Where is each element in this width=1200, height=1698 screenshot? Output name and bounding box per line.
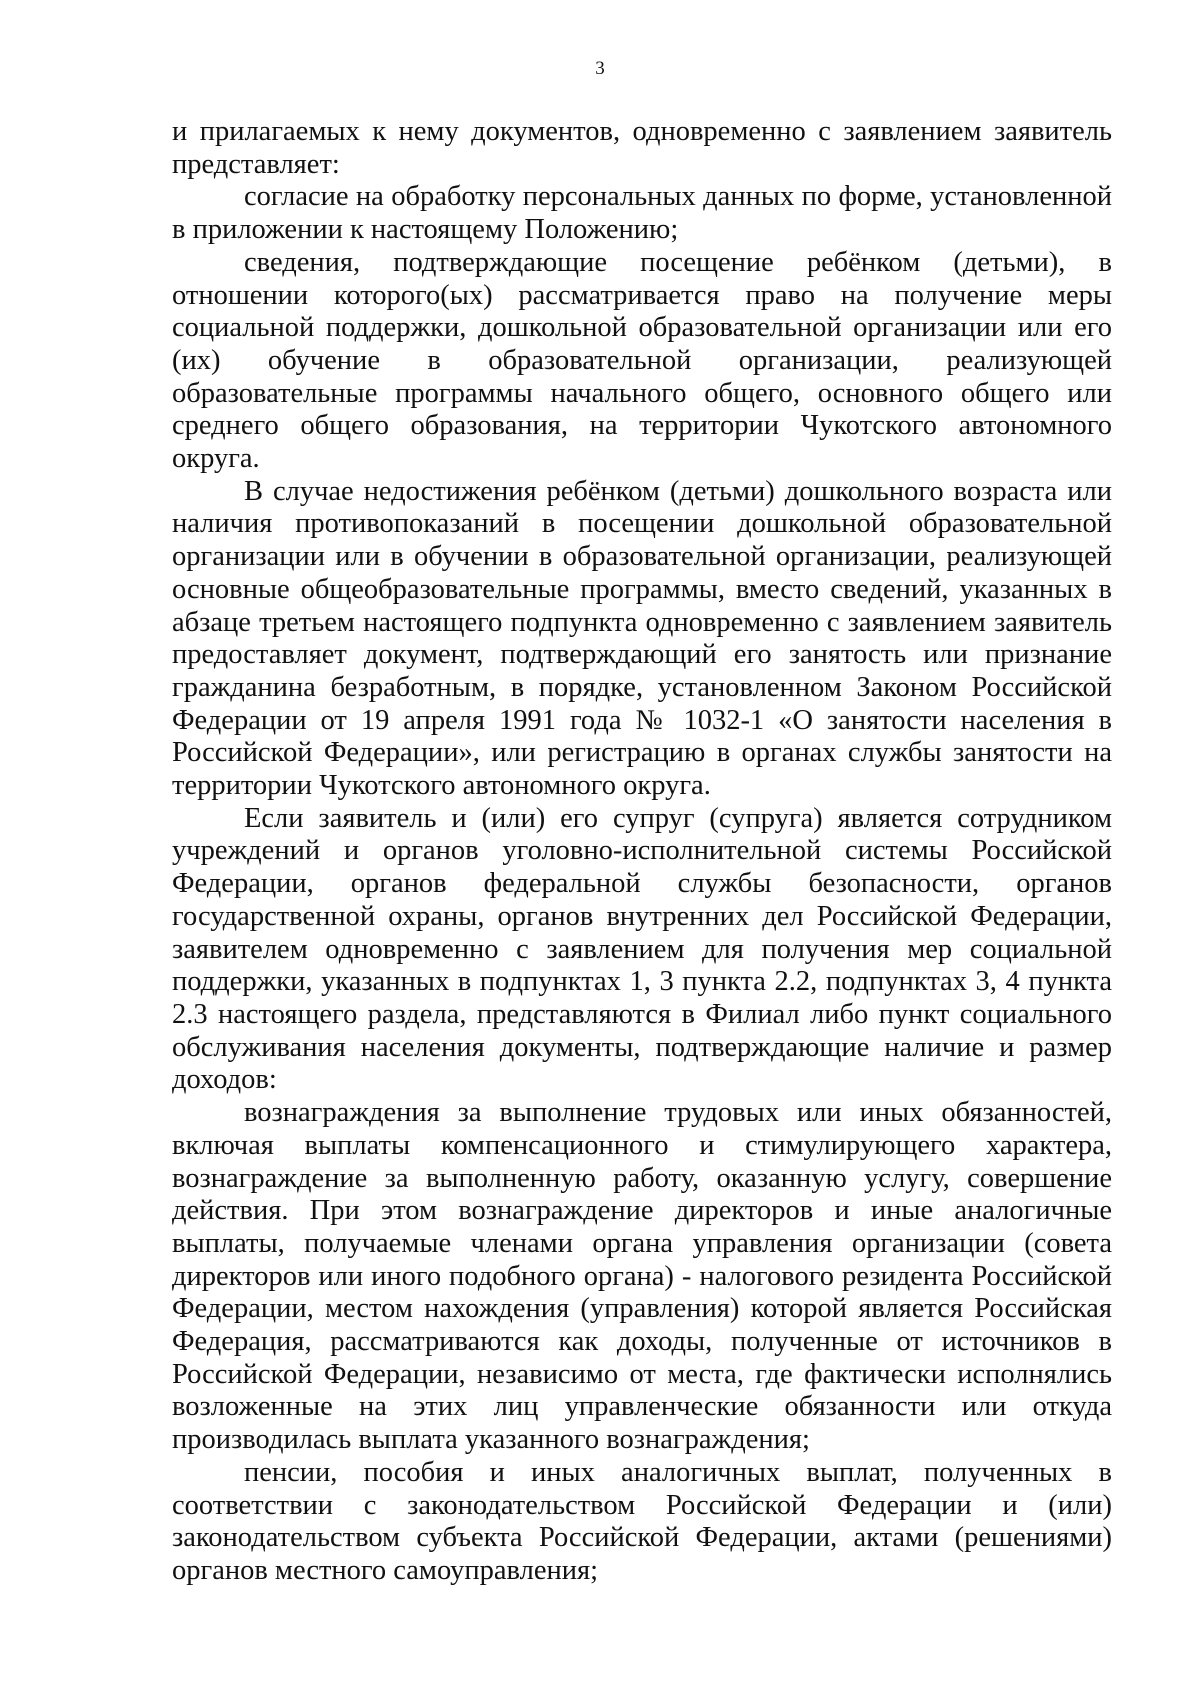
page-number: 3	[595, 58, 605, 79]
paragraph-continuation: и прилагаемых к нему документов, одновременно с заявлением заявитель представляет:	[172, 116, 1112, 180]
document-body	[172, 116, 1112, 1588]
paragraph-attendance-info: сведения, подтверждающие посещение ребёнком (детьми), в отношении которого(ых) рассматривается право на получение меры социальной поддержки, дошкольной образовательной организации или его (их) обучение в образовательной организации, реализующей образовательные программы начального общего, основного общего или среднего общего образования, на территории Чукотского автономного округа.	[172, 246, 1112, 475]
paragraph-consent: согласие на обработку персональных данных по форме, установленной в приложении к настоящему Положению;	[172, 181, 1112, 246]
paragraph-pensions: пенсии, пособия и иных аналогичных выплат, полученных в соответствии с законодательством Российской Федерации и (или) законодательством субъекта Российской Федерации, актами (решениями) органов местного самоуправления;	[172, 1456, 1112, 1586]
paragraph-remuneration: вознаграждения за выполнение трудовых или иных обязанностей, включая выплаты компенсационного и стимулирующего характера, вознаграждение за выполненную работу, оказанную услугу, совершение действия. При этом вознаграждение директоров и иные аналогичные выплаты, получаемые членами органа управления организации (совета директоров или иного подобного органа) - налогового резидента Российской Федерации, местом нахождения (управления) которой является Российская Федерация, рассматриваются как доходы, полученные от источников в Российской Федерации, независимо от места, где фактически исполнялись возложенные на этих лиц управленческие обязанности или откуда производилась выплата указанного вознаграждения;	[172, 1097, 1112, 1456]
paragraph-employee-income: Если заявитель и (или) его супруг (супруга) является сотрудником учреждений и органов уголовно-исполнительной системы Российской Федерации, органов федеральной службы безопасности, органов государственной охраны, органов внутренних дел Российской Федерации, заявителем одновременно с заявлением для получения мер социальной поддержки, указанных в подпунктах 1, 3 пункта 2.2, подпунктах 3, 4 пункта 2.3 настоящего раздела, представляются в Филиал либо пункт социального обслуживания населения документы, подтверждающие наличие и размер доходов:	[172, 802, 1112, 1096]
paragraph-preschool-exception: В случае недостижения ребёнком (детьми) дошкольного возраста или наличия противопоказаний в посещении дошкольной образовательной организации или в обучении в образовательной организации, реализующей основные общеобразовательные программы, вместо сведений, указанных в абзаце третьем настоящего подпункта одновременно с заявлением заявитель предоставляет документ, подтверждающий его занятость или признание гражданина безработным, в порядке, установленном Законом Российской Федерации от 19 апреля 1991 года № 1032-1 «О занятости населения в Российской Федерации», или регистрацию в органах службы занятости на территории Чукотского автономного округа.	[172, 475, 1112, 802]
